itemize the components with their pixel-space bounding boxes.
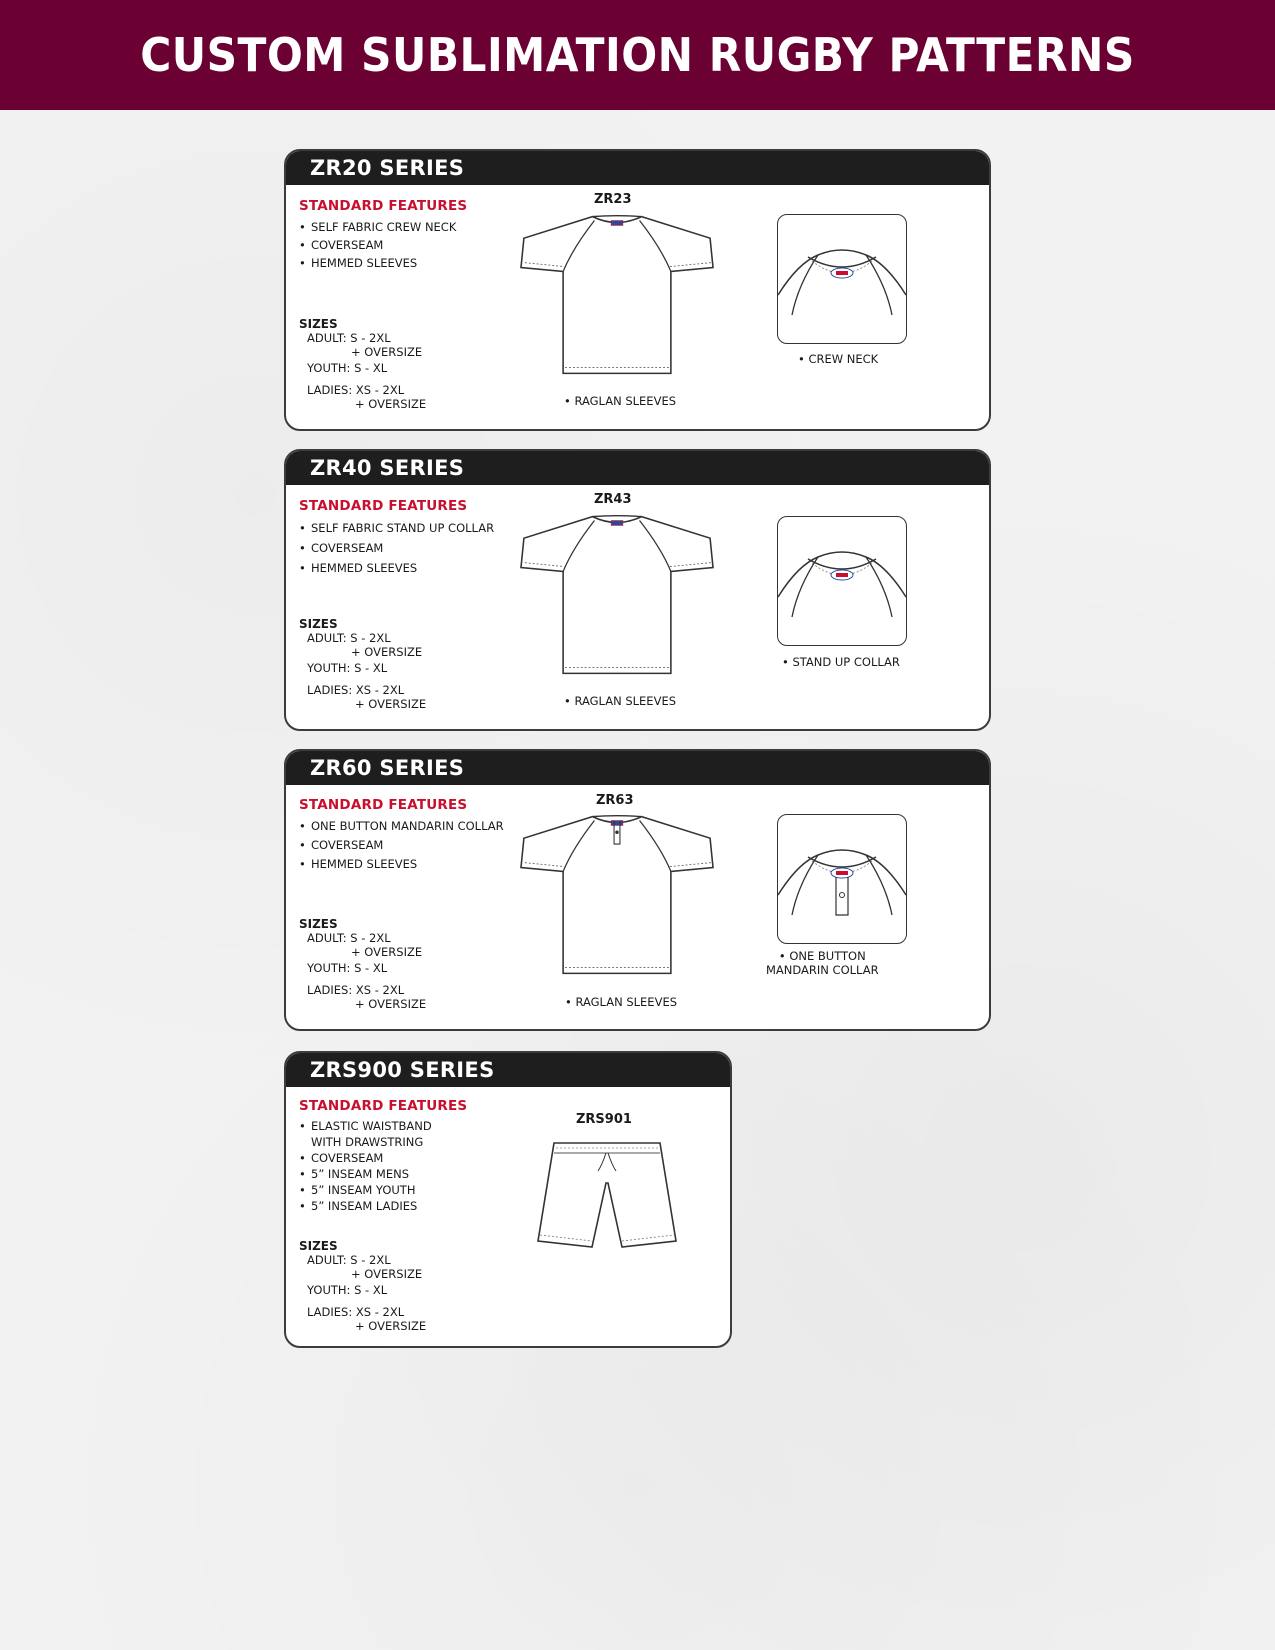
youth-sizes: YOUTH: S - XL xyxy=(307,361,388,375)
adult-sizes: ADULT: S - 2XL xyxy=(307,931,391,945)
raglan-shirt-illustration xyxy=(520,809,714,981)
series-panel-zr40 xyxy=(284,449,991,731)
garment-caption: • RAGLAN SLEEVES xyxy=(564,394,677,408)
feature-item: WITH DRAWSTRING xyxy=(311,1135,424,1149)
feature-item: • COVERSEAM xyxy=(299,541,384,555)
sizes-block xyxy=(299,617,426,711)
ladies-oversize: + OVERSIZE xyxy=(355,1319,427,1333)
detail-caption: • CREW NECK xyxy=(798,352,879,366)
feature-item: • HEMMED SLEEVES xyxy=(299,857,418,871)
series-title: ZRS900 SERIES xyxy=(286,1053,730,1087)
youth-sizes: YOUTH: S - XL xyxy=(307,661,388,675)
series-title: ZR40 SERIES xyxy=(286,451,989,485)
detail-caption: • STAND UP COLLAR xyxy=(782,655,900,669)
feature-item: • 5” INSEAM MENS xyxy=(299,1167,410,1181)
series-panel-zrs900 xyxy=(284,1051,732,1348)
ladies-oversize: + OVERSIZE xyxy=(355,697,427,711)
style-code: ZRS901 xyxy=(576,1112,632,1127)
crew-neck-detail xyxy=(777,214,907,344)
series-panel-zr60 xyxy=(284,749,991,1031)
feature-item: • SELF FABRIC CREW NECK xyxy=(299,220,457,234)
features-list xyxy=(299,518,494,578)
feature-item: • ONE BUTTON MANDARIN COLLAR xyxy=(299,819,504,833)
adult-oversize: + OVERSIZE xyxy=(351,1267,423,1281)
features-title: STANDARD FEATURES xyxy=(299,498,468,514)
garment-caption: • RAGLAN SLEEVES xyxy=(565,995,678,1009)
series-title: ZR20 SERIES xyxy=(286,151,989,185)
feature-item: • COVERSEAM xyxy=(299,838,384,852)
mandarin-collar-detail xyxy=(777,814,907,944)
sizes-block xyxy=(299,317,426,411)
series-title: ZR60 SERIES xyxy=(286,751,989,785)
sizes-title: SIZES xyxy=(299,917,338,931)
features-list xyxy=(299,218,456,272)
style-code: ZR43 xyxy=(594,492,632,507)
youth-sizes: YOUTH: S - XL xyxy=(307,1283,388,1297)
adult-oversize: + OVERSIZE xyxy=(351,945,423,959)
feature-item: • 5” INSEAM YOUTH xyxy=(299,1183,416,1197)
ladies-sizes: LADIES: XS - 2XL xyxy=(307,683,405,697)
features-list xyxy=(299,817,504,874)
adult-oversize: + OVERSIZE xyxy=(351,645,423,659)
feature-item: • HEMMED SLEEVES xyxy=(299,561,418,575)
ladies-oversize: + OVERSIZE xyxy=(355,397,427,411)
raglan-shirt-illustration xyxy=(520,209,714,381)
features-title: STANDARD FEATURES xyxy=(299,1098,468,1114)
ladies-oversize: + OVERSIZE xyxy=(355,997,427,1011)
stand-up-collar-detail xyxy=(777,516,907,646)
style-code: ZR23 xyxy=(594,192,632,207)
features-list xyxy=(299,1118,432,1214)
page-title: CUSTOM SUBLIMATION RUGBY PATTERNS xyxy=(140,28,1135,82)
page-banner xyxy=(0,0,1275,110)
sizes-title: SIZES xyxy=(299,317,338,331)
adult-sizes: ADULT: S - 2XL xyxy=(307,631,391,645)
ladies-sizes: LADIES: XS - 2XL xyxy=(307,1305,405,1319)
adult-sizes: ADULT: S - 2XL xyxy=(307,1253,391,1267)
detail-caption-line1: • ONE BUTTON xyxy=(778,949,866,963)
shorts-illustration xyxy=(534,1137,680,1263)
adult-sizes: ADULT: S - 2XL xyxy=(307,331,391,345)
feature-item: • COVERSEAM xyxy=(299,1151,384,1165)
ladies-sizes: LADIES: XS - 2XL xyxy=(307,383,405,397)
features-title: STANDARD FEATURES xyxy=(299,797,468,813)
feature-item: • HEMMED SLEEVES xyxy=(299,256,418,270)
style-code: ZR63 xyxy=(596,793,634,808)
feature-item: • ELASTIC WAISTBAND xyxy=(299,1119,432,1133)
raglan-shirt-illustration xyxy=(520,509,714,681)
features-title: STANDARD FEATURES xyxy=(299,198,468,214)
feature-item: • COVERSEAM xyxy=(299,238,384,252)
sizes-title: SIZES xyxy=(299,617,338,631)
detail-caption xyxy=(766,949,879,977)
detail-caption-line2: MANDARIN COLLAR xyxy=(766,963,879,977)
sizes-title: SIZES xyxy=(299,1239,338,1253)
sizes-block xyxy=(299,917,426,1011)
youth-sizes: YOUTH: S - XL xyxy=(307,961,388,975)
adult-oversize: + OVERSIZE xyxy=(351,345,423,359)
feature-item: • SELF FABRIC STAND UP COLLAR xyxy=(299,521,495,535)
ladies-sizes: LADIES: XS - 2XL xyxy=(307,983,405,997)
sizes-block xyxy=(299,1239,426,1333)
feature-item: • 5” INSEAM LADIES xyxy=(299,1199,418,1213)
series-panel-zr20 xyxy=(284,149,991,431)
garment-caption: • RAGLAN SLEEVES xyxy=(564,694,677,708)
